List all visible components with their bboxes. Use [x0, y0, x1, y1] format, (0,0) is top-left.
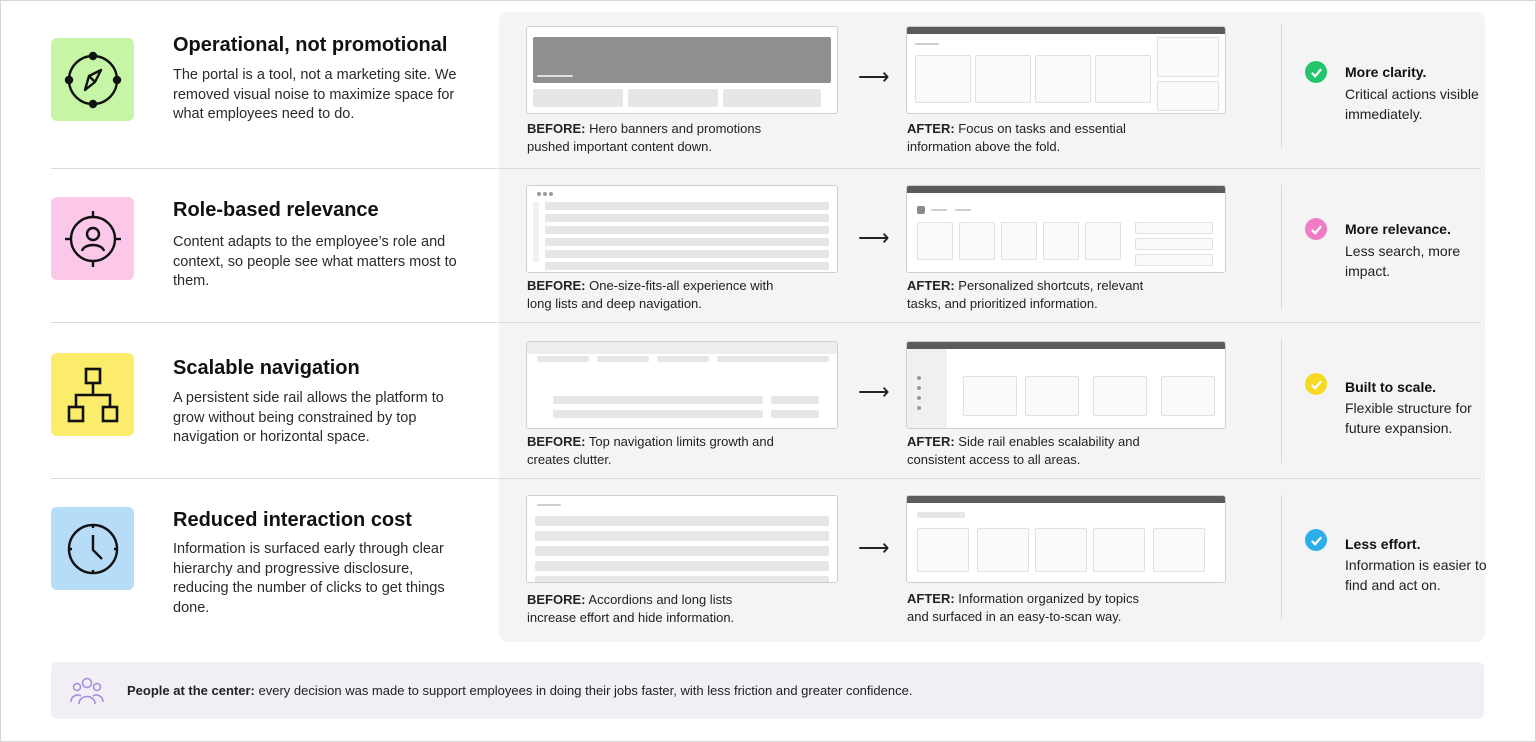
- principle-description: Content adapts to the employee’s role and context, so people see what matters most to them.: [173, 234, 457, 289]
- before-mockup: [526, 26, 838, 114]
- check-icon: [1305, 373, 1327, 395]
- arrow-right-icon: ⟶: [858, 64, 890, 89]
- result-divider: [1281, 339, 1282, 463]
- footer-callout: [51, 662, 1484, 719]
- before-mockup: [526, 341, 838, 429]
- user-target-icon: [51, 197, 134, 280]
- sitemap-icon: [51, 353, 134, 436]
- result-title: Built to scale.: [1345, 379, 1437, 395]
- principle-description: A persistent side rail allows the platform to grow without being constrained by top navigation or horizontal space.: [173, 390, 444, 445]
- result-description: Flexible structure for future expansion.: [1345, 400, 1472, 436]
- principle-title: Role-based relevance: [173, 199, 379, 221]
- result-title: Less effort.: [1345, 536, 1421, 552]
- before-caption: BEFORE: Top navigation limits growth and creates clutter.: [527, 434, 774, 467]
- principle-title: Reduced interaction cost: [173, 509, 412, 531]
- before-caption: BEFORE: Accordions and long lists increase effort and hide information.: [527, 592, 735, 625]
- result-divider: [1281, 24, 1282, 148]
- principle-row-interaction-cost: [51, 479, 1487, 635]
- after-caption: AFTER: Personalized shortcuts, relevant tasks, and prioritized information.: [907, 278, 1144, 311]
- result-title: More clarity.: [1345, 64, 1427, 80]
- after-caption: AFTER: Focus on tasks and essential information above the fold.: [907, 121, 1126, 154]
- result-title: More relevance.: [1345, 221, 1451, 237]
- before-mockup: [526, 495, 838, 583]
- arrow-right-icon: ⟶: [858, 225, 890, 250]
- after-caption: AFTER: Information organized by topics and surfaced in an easy-to-scan way.: [907, 591, 1139, 624]
- people-group-icon: [69, 674, 105, 708]
- after-caption: AFTER: Side rail enables scalability and consistent access to all areas.: [907, 434, 1140, 467]
- before-caption: BEFORE: One-size-fits-all experience with long lists and deep navigation.: [527, 278, 774, 311]
- before-caption: BEFORE: Hero banners and promotions pushed important content down.: [527, 121, 762, 154]
- principle-description: The portal is a tool, not a marketing site. We removed visual noise to maximize space for what employees need to do.: [173, 67, 457, 122]
- principle-row-operational: [51, 12, 1481, 168]
- after-mockup: [906, 26, 1226, 114]
- principle-row-role-based: [51, 169, 1481, 325]
- after-mockup: [906, 495, 1226, 583]
- principle-title: Operational, not promotional: [173, 34, 448, 56]
- after-mockup: [906, 185, 1226, 273]
- principle-title: Scalable navigation: [173, 357, 360, 379]
- result-description: Critical actions visible immediately.: [1345, 86, 1479, 122]
- result-divider: [1281, 185, 1282, 309]
- arrow-right-icon: ⟶: [858, 535, 890, 560]
- principle-description: Information is surfaced early through clear hierarchy and progressive disclosure, reducing the number of clicks to get things done.: [173, 541, 445, 616]
- result-divider: [1281, 495, 1282, 619]
- check-icon: [1305, 218, 1327, 240]
- arrow-right-icon: ⟶: [858, 379, 890, 404]
- check-icon: [1305, 61, 1327, 83]
- principle-row-scalable: [51, 323, 1481, 479]
- check-icon: [1305, 529, 1327, 551]
- after-mockup: [906, 341, 1226, 429]
- compass-icon: [51, 38, 134, 121]
- footer-text: People at the center: every decision was made to support employees in doing their jobs faster, with less friction and greater confidence.: [127, 683, 913, 698]
- before-mockup: [526, 185, 838, 273]
- clock-icon: [51, 507, 134, 590]
- result-description: Information is easier to find and act on.: [1345, 557, 1487, 593]
- result-description: Less search, more impact.: [1345, 243, 1461, 279]
